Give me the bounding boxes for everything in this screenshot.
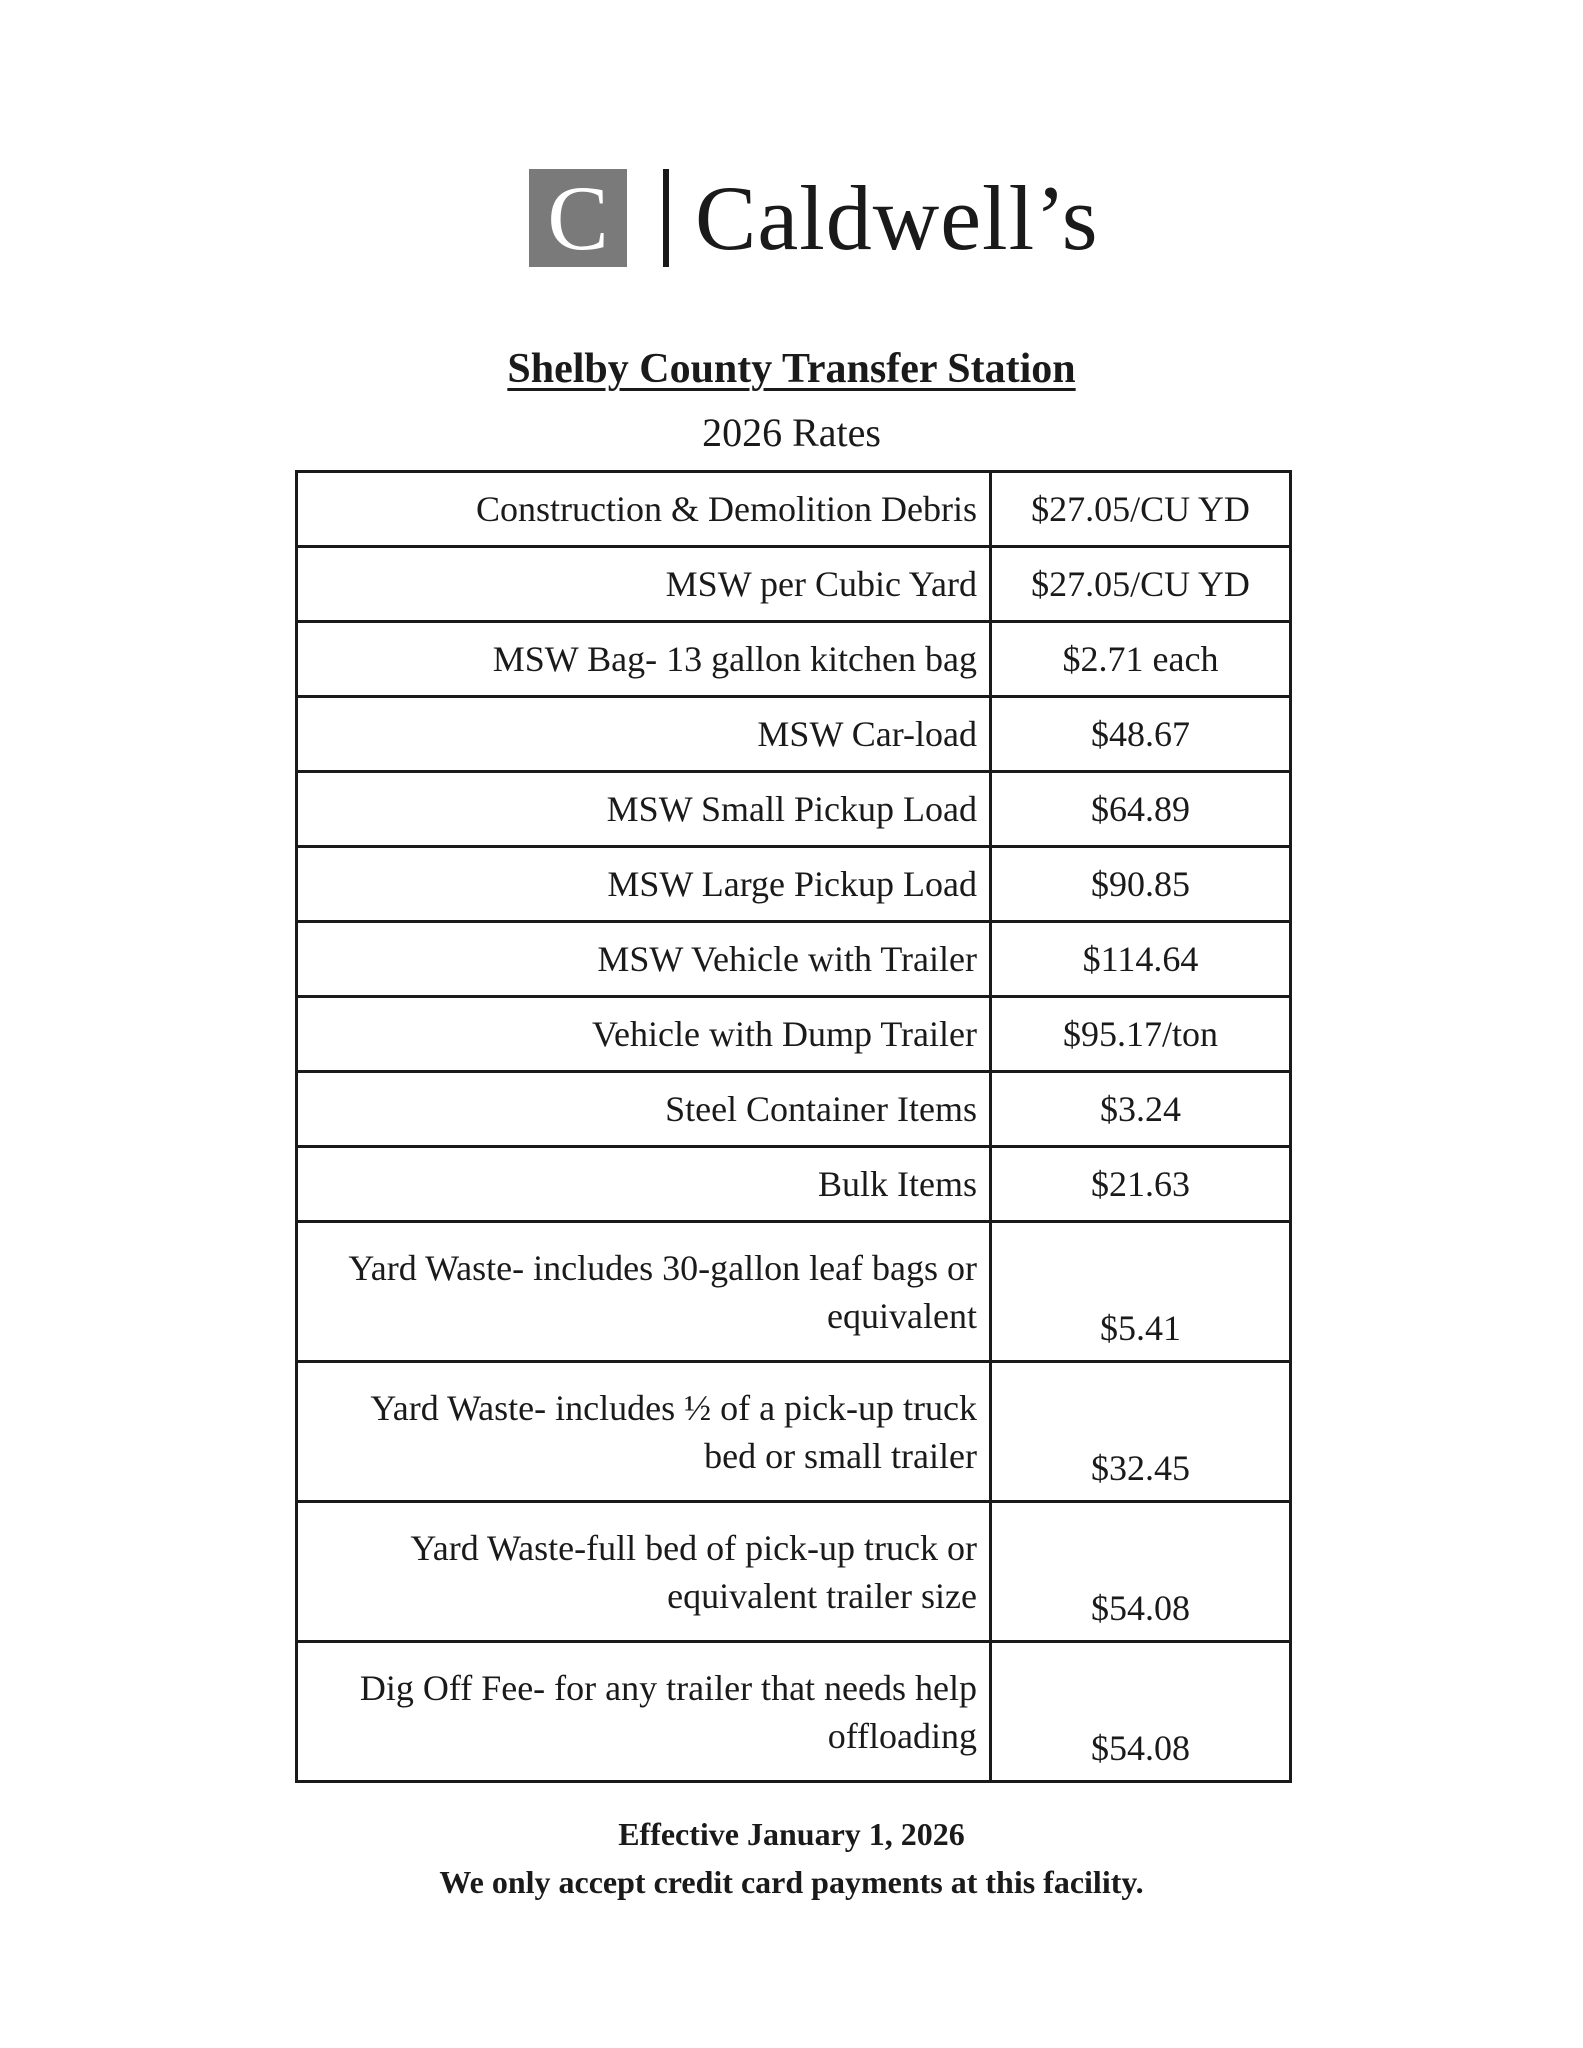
rate-price: $54.08 — [991, 1502, 1291, 1642]
rate-item: Yard Waste- includes ½ of a pick-up truck bed or small trailer — [297, 1362, 991, 1502]
rate-row — [297, 547, 1291, 622]
rate-item: Yard Waste- includes 30-gallon leaf bags or equivalent — [297, 1222, 991, 1362]
rate-item: MSW Bag- 13 gallon kitchen bag — [297, 622, 991, 697]
payment-note: We only accept credit card payments at this facility. — [439, 1864, 1144, 1900]
rate-row — [297, 1147, 1291, 1222]
rate-row — [297, 472, 1291, 547]
rate-item: MSW Large Pickup Load — [297, 847, 991, 922]
rate-price: $114.64 — [991, 922, 1291, 997]
rate-row — [297, 1642, 1291, 1782]
rate-row — [297, 997, 1291, 1072]
page-subtitle: 2026 Rates — [702, 410, 881, 455]
rate-row — [297, 697, 1291, 772]
rate-item: Yard Waste-full bed of pick-up truck or equivalent trailer size — [297, 1502, 991, 1642]
rate-item: MSW Vehicle with Trailer — [297, 922, 991, 997]
footer — [0, 1810, 1583, 1906]
rate-price: $64.89 — [991, 772, 1291, 847]
rate-item: MSW per Cubic Yard — [297, 547, 991, 622]
rate-row — [297, 847, 1291, 922]
rate-item: Dig Off Fee- for any trailer that needs help offloading — [297, 1642, 991, 1782]
rate-item: MSW Small Pickup Load — [297, 772, 991, 847]
rate-item: MSW Car-load — [297, 697, 991, 772]
effective-date: Effective January 1, 2026 — [618, 1816, 965, 1852]
rate-price: $54.08 — [991, 1642, 1291, 1782]
rate-item: Vehicle with Dump Trailer — [297, 997, 991, 1072]
page-title: Shelby County Transfer Station — [507, 346, 1076, 392]
rate-price: $5.41 — [991, 1222, 1291, 1362]
rate-item: Bulk Items — [297, 1147, 991, 1222]
rate-row — [297, 922, 1291, 997]
rate-price: $21.63 — [991, 1147, 1291, 1222]
rate-row — [297, 1362, 1291, 1502]
rates-table — [295, 470, 1292, 1783]
rate-price: $48.67 — [991, 697, 1291, 772]
rate-row — [297, 772, 1291, 847]
rate-item: Construction & Demolition Debris — [297, 472, 991, 547]
company-logo — [529, 168, 1099, 268]
rate-price: $3.24 — [991, 1072, 1291, 1147]
logo-divider — [663, 169, 669, 267]
rate-row — [297, 1072, 1291, 1147]
rate-price: $32.45 — [991, 1362, 1291, 1502]
rate-row — [297, 1502, 1291, 1642]
logo-company-name: Caldwell’s — [695, 167, 1099, 269]
rate-price: $2.71 each — [991, 622, 1291, 697]
rate-row — [297, 1222, 1291, 1362]
logo-mark: C — [529, 169, 627, 267]
rate-price: $90.85 — [991, 847, 1291, 922]
rate-row — [297, 622, 1291, 697]
rate-price: $27.05/CU YD — [991, 547, 1291, 622]
rate-price: $27.05/CU YD — [991, 472, 1291, 547]
rate-price: $95.17/ton — [991, 997, 1291, 1072]
rate-item: Steel Container Items — [297, 1072, 991, 1147]
